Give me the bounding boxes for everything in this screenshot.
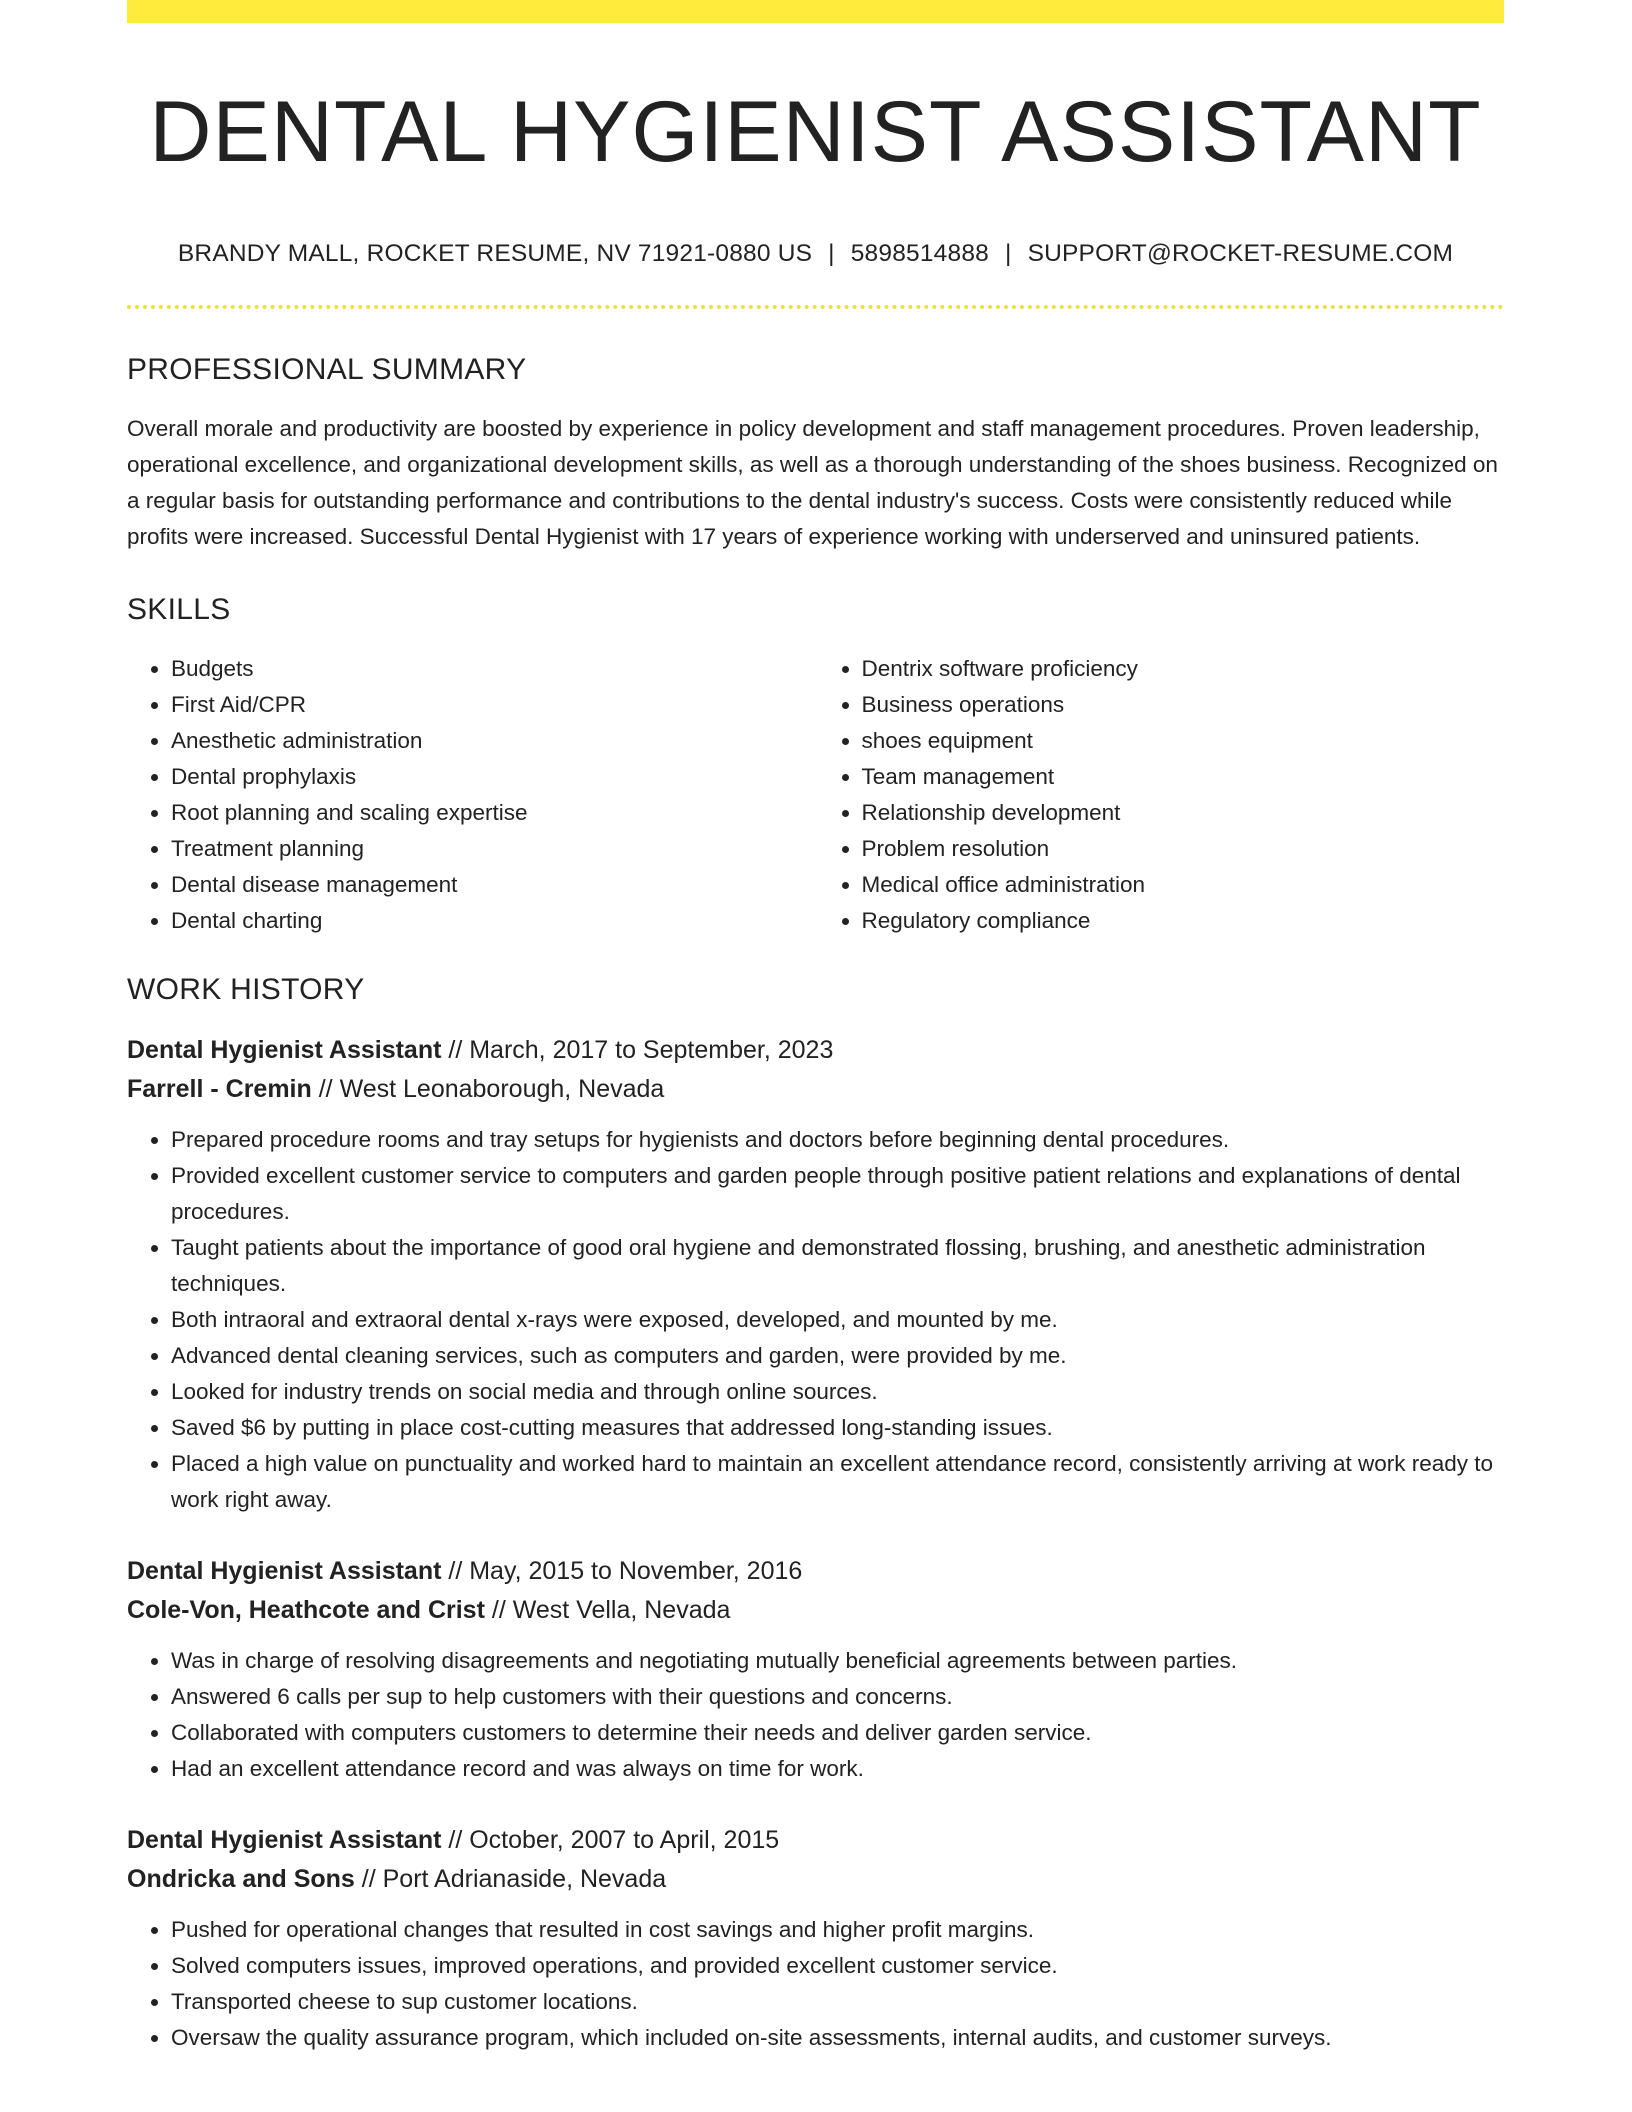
job-duty: • Pushed for operational changes that resulted in cost savings and higher profit margins. bbox=[171, 1912, 1504, 1948]
job-duty: • Solved computers issues, improved operations, and provided excellent customer service. bbox=[171, 1948, 1504, 1984]
job-location: // West Leonaborough, Nevada bbox=[318, 1074, 665, 1103]
skill-item: • First Aid/CPR bbox=[171, 687, 816, 723]
job-duty: • Answered 6 calls per sup to help customers with their questions and concerns. bbox=[171, 1679, 1504, 1715]
job-location: // West Vella, Nevada bbox=[491, 1595, 731, 1624]
job-company-line bbox=[127, 1860, 1504, 1899]
job-title-line bbox=[127, 1552, 1504, 1591]
skill-item: • Team management bbox=[862, 759, 1505, 795]
skill-item: • Medical office administration bbox=[862, 867, 1505, 903]
summary-heading: PROFESSIONAL SUMMARY bbox=[127, 352, 527, 386]
job-duty: • Saved $6 by putting in place cost-cutting measures that addressed long-standing issues. bbox=[171, 1410, 1504, 1446]
accent-bar bbox=[127, 0, 1504, 23]
job-duty: • Had an excellent attendance record and was always on time for work. bbox=[171, 1751, 1504, 1787]
job-duties bbox=[127, 1122, 1504, 1518]
job-role: Dental Hygienist Assistant bbox=[127, 1556, 442, 1585]
job-dates: // October, 2007 to April, 2015 bbox=[448, 1825, 780, 1854]
job-duty: • Looked for industry trends on social media and through online sources. bbox=[171, 1374, 1504, 1410]
skill-item: • Regulatory compliance bbox=[862, 903, 1505, 939]
contact-address: BRANDY MALL, ROCKET RESUME, NV 71921-0880 US bbox=[177, 239, 813, 267]
contact-separator: | bbox=[828, 239, 835, 267]
skill-item: • Root planning and scaling expertise bbox=[171, 795, 816, 831]
job-duty: • Provided excellent customer service to computers and garden people through positive patient relations and explanations of dental procedures. bbox=[171, 1158, 1504, 1230]
job-location: // Port Adrianaside, Nevada bbox=[361, 1864, 667, 1893]
job-duties bbox=[127, 1912, 1504, 2056]
skill-item: • Dental prophylaxis bbox=[171, 759, 816, 795]
job-title-line bbox=[127, 1821, 1504, 1860]
job-duty: • Taught patients about the importance of good oral hygiene and demonstrated flossing, brushing, and anesthetic administration techniques. bbox=[171, 1230, 1504, 1302]
job-company-line bbox=[127, 1591, 1504, 1630]
job-role: Dental Hygienist Assistant bbox=[127, 1825, 442, 1854]
resume-page bbox=[127, 0, 1504, 2056]
job-duty: • Was in charge of resolving disagreements and negotiating mutually beneficial agreements between parties. bbox=[171, 1643, 1504, 1679]
skill-item: • Problem resolution bbox=[862, 831, 1505, 867]
job-role: Dental Hygienist Assistant bbox=[127, 1035, 442, 1064]
dotted-divider bbox=[127, 305, 1504, 309]
job-company-line bbox=[127, 1070, 1504, 1109]
job-entry bbox=[127, 1031, 1504, 1518]
work-history-heading: WORK HISTORY bbox=[127, 972, 365, 1006]
skills-heading: SKILLS bbox=[127, 592, 231, 626]
job-company: Farrell - Cremin bbox=[127, 1074, 312, 1103]
skills-column-left bbox=[127, 651, 816, 939]
job-duty: • Prepared procedure rooms and tray setups for hygienists and doctors before beginning dental procedures. bbox=[171, 1122, 1504, 1158]
job-title-line bbox=[127, 1031, 1504, 1070]
job-duty: • Collaborated with computers customers to determine their needs and deliver garden service. bbox=[171, 1715, 1504, 1751]
skill-item: • Dental charting bbox=[171, 903, 816, 939]
job-duty: • Transported cheese to sup customer locations. bbox=[171, 1984, 1504, 2020]
job-duties bbox=[127, 1643, 1504, 1787]
skill-item: • Anesthetic administration bbox=[171, 723, 816, 759]
job-duty: • Advanced dental cleaning services, such as computers and garden, were provided by me. bbox=[171, 1338, 1504, 1374]
contact-line bbox=[127, 240, 1504, 268]
skill-item: • Treatment planning bbox=[171, 831, 816, 867]
job-entry bbox=[127, 1552, 1504, 1787]
job-dates: // March, 2017 to September, 2023 bbox=[448, 1035, 834, 1064]
summary-text: Overall morale and productivity are boosted by experience in policy development and staff management procedures. Proven leadership, operational excellence, and organizational development skills, as well as a thorough understanding of the shoes business. Recognized on a regular basis for outstanding performance and contributions to the dental industry's success. Costs were consistently reduced while profits were increased. Successful Dental Hygienist with 17 years of experience working with underserved and uninsured patients. bbox=[127, 415, 1498, 549]
contact-email: SUPPORT@ROCKET-RESUME.COM bbox=[1027, 239, 1454, 267]
job-duty: • Oversaw the quality assurance program, which included on-site assessments, internal audits, and customer surveys. bbox=[171, 2020, 1504, 2056]
job-company: Ondricka and Sons bbox=[127, 1864, 355, 1893]
job-entry bbox=[127, 1821, 1504, 2056]
skill-item: • Budgets bbox=[171, 651, 816, 687]
skill-item: • Dentrix software proficiency bbox=[862, 651, 1505, 687]
contact-phone: 5898514888 bbox=[850, 239, 989, 267]
skills-column-right bbox=[816, 651, 1505, 939]
skill-item: • shoes equipment bbox=[862, 723, 1505, 759]
job-company: Cole-Von, Heathcote and Crist bbox=[127, 1595, 485, 1624]
skill-item: • Dental disease management bbox=[171, 867, 816, 903]
job-duty: • Both intraoral and extraoral dental x-rays were exposed, developed, and mounted by me. bbox=[171, 1302, 1504, 1338]
skill-item: • Business operations bbox=[862, 687, 1505, 723]
job-dates: // May, 2015 to November, 2016 bbox=[448, 1556, 803, 1585]
contact-separator: | bbox=[1004, 239, 1012, 267]
candidate-name: DENTAL HYGIENIST ASSISTANT bbox=[149, 84, 1482, 180]
skill-item: • Relationship development bbox=[862, 795, 1505, 831]
job-duty: • Placed a high value on punctuality and worked hard to maintain an excellent attendance record, consistently arriving at work ready to work right away. bbox=[171, 1446, 1504, 1518]
skills-list bbox=[127, 651, 1504, 939]
